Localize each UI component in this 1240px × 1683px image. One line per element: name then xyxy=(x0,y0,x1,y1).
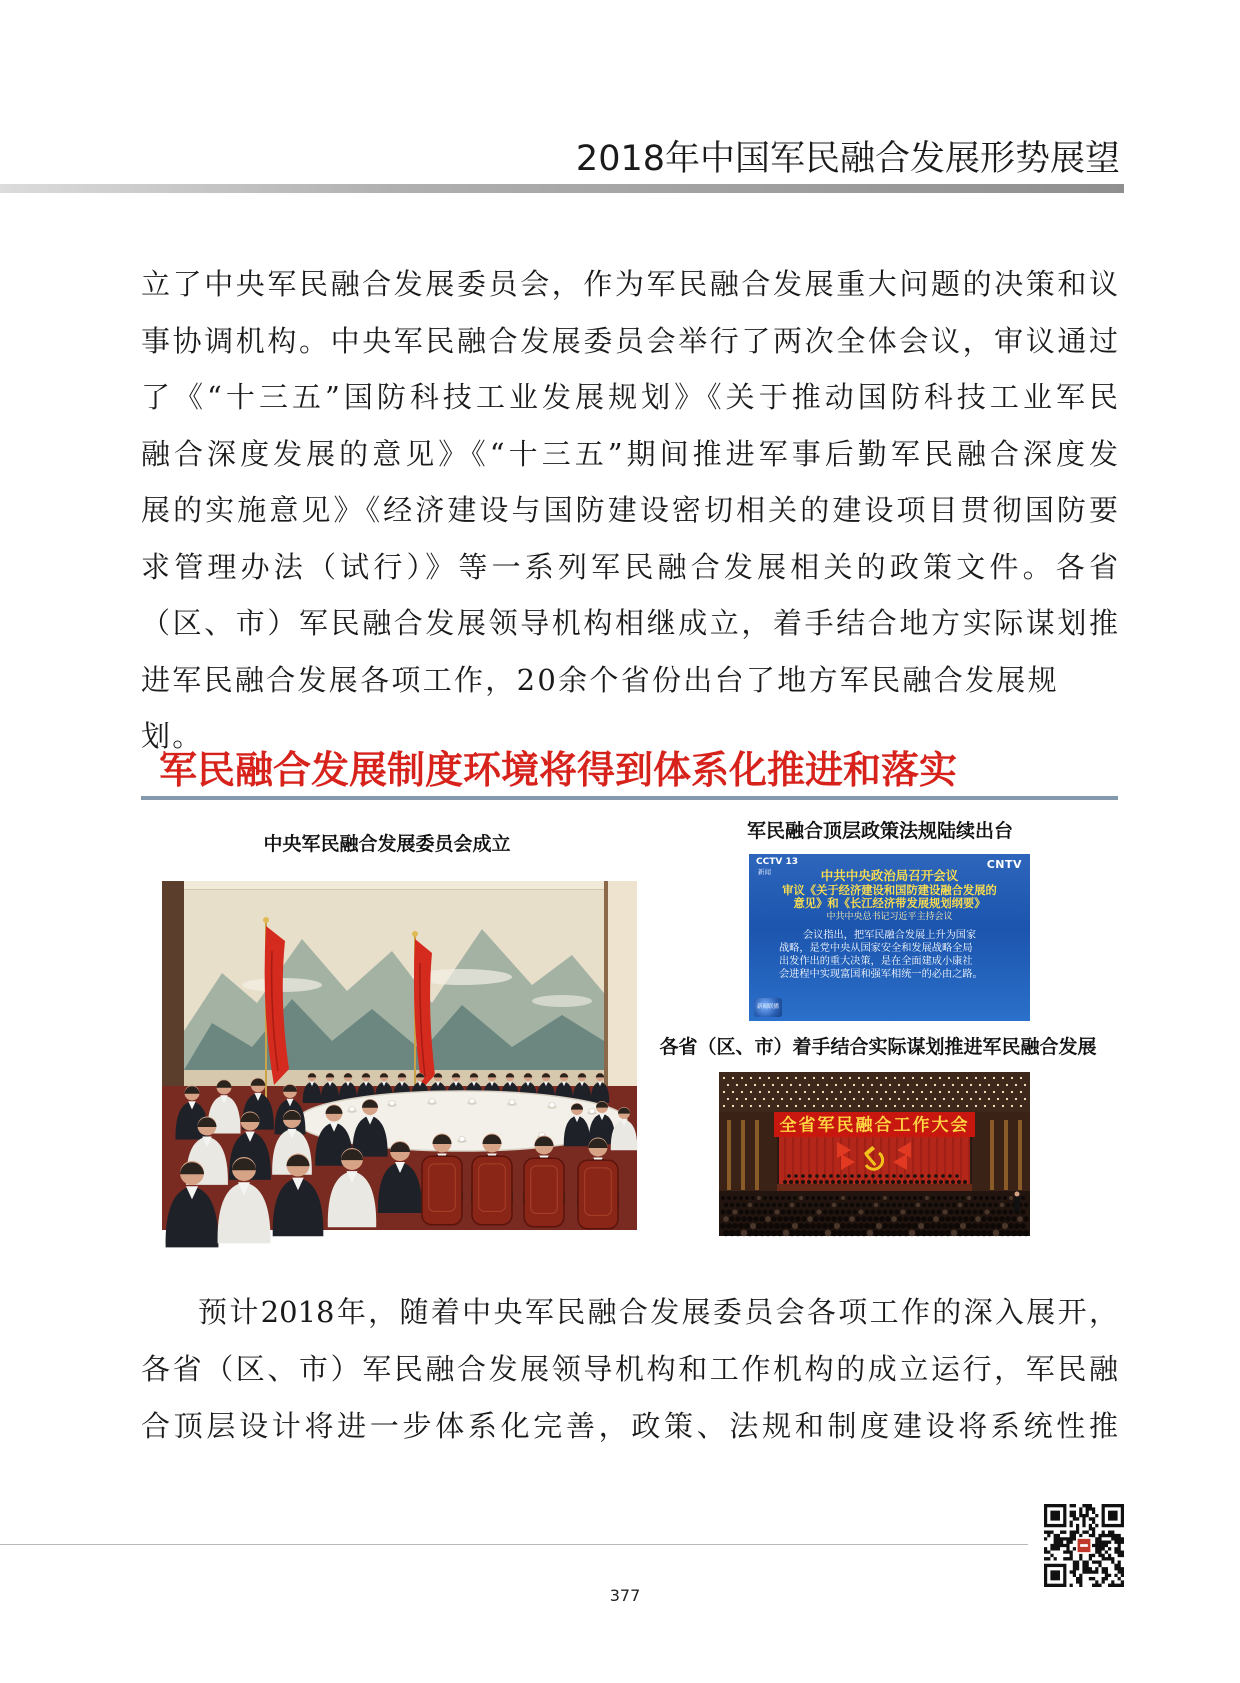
flag-pole-finial xyxy=(263,917,269,923)
body-paragraph-1 xyxy=(141,256,1118,753)
figure-caption-provinces: 各省（区、市）着手结合实际谋划推进军民融合发展 xyxy=(659,1036,1097,1058)
teacup xyxy=(469,1099,475,1104)
qr-logo-stripe xyxy=(1080,1544,1088,1547)
page-number: 377 xyxy=(609,1586,641,1605)
teacup xyxy=(429,1099,435,1104)
right-wall-trim xyxy=(604,881,608,1111)
xinwen-lianbo-logo: 新闻联播 xyxy=(754,998,782,1017)
cntv-logo: CNTV xyxy=(986,858,1022,871)
presidium-table xyxy=(777,1184,972,1191)
paragraph-line: 预计2018年，随着中央军民融合发展委员会各项工作的深入展开， xyxy=(198,1295,1118,1329)
cctv-channel-label: 新闻 xyxy=(758,868,771,876)
wall-light-strip xyxy=(1004,1120,1008,1190)
paragraph-line: 融合深度发展的意见》《“十三五”期间推进军事后勤军民融合深度发 xyxy=(141,436,1118,471)
qr-finder-pattern xyxy=(1044,1564,1066,1587)
hall-ceiling xyxy=(719,1072,1030,1112)
running-header-title: 2018年中国军民融合发展形势展望 xyxy=(575,139,1120,179)
paragraph-line: 立了中央军民融合发展委员会，作为军民融合发展重大问题的决策和议 xyxy=(141,267,1118,301)
qr-code xyxy=(1044,1504,1124,1587)
figure-caption-committee: 中央军民融合发展委员会成立 xyxy=(263,833,511,855)
qr-finder-core xyxy=(1108,1511,1118,1521)
teacup xyxy=(509,1100,515,1105)
section-heading: 军民融合发展制度环境将得到体系化推进和落实 xyxy=(159,748,958,792)
tv-body-line: 会进程中实现富国和强军相统一的必由之路。 xyxy=(779,969,983,980)
teacup xyxy=(459,1137,465,1142)
qr-finder-core xyxy=(1050,1570,1060,1580)
teacup xyxy=(349,1107,355,1112)
chair-back xyxy=(578,1160,618,1228)
staff-head xyxy=(1015,1192,1020,1197)
section-heading-rule xyxy=(141,796,1118,800)
tv-body-line: 会议指出，把军民融合发展上升为国家 xyxy=(803,930,977,941)
paragraph-line: 合顶层设计将进一步体系化完善，政策、法规和制度建设将系统性推 xyxy=(141,1409,1118,1443)
wall-light-strip xyxy=(1018,1120,1022,1190)
body-paragraph-2 xyxy=(141,1284,1118,1455)
landscape-painting xyxy=(184,890,604,1070)
staff-body xyxy=(1014,1197,1020,1211)
flag-pole-finial xyxy=(412,931,418,937)
teacup xyxy=(549,1103,555,1108)
wall-light-strip xyxy=(755,1120,759,1190)
qr-finder-pattern xyxy=(1044,1504,1066,1527)
tv-headline-line: 中共中央政治局召开会议 xyxy=(820,868,959,883)
right-wall xyxy=(604,881,637,1111)
footer-rule xyxy=(0,1544,1028,1545)
tv-subheadline: 中共中央总书记习近平主持会议 xyxy=(826,912,953,922)
conference-banner-text: 全省军民融合工作大会 xyxy=(779,1115,970,1136)
tv-headline-line: 意见》和《长江经济带发展规划纲要》 xyxy=(793,897,986,910)
header-rule xyxy=(0,184,1124,193)
chair-back xyxy=(422,1156,462,1224)
tv-headline-line: 审议《关于经济建设和国防建设融合发展的 xyxy=(782,884,997,897)
chair-back xyxy=(472,1156,512,1224)
teacup xyxy=(389,1101,395,1106)
cctv-logo: CCTV 13 xyxy=(756,857,798,867)
qr-finder-pattern xyxy=(1102,1504,1124,1527)
tv-body-line: 战略，是党中央从国家安全和发展战略全局 xyxy=(779,943,973,954)
paragraph-line: 事协调机构。中央军民融合发展委员会举行了两次全体会议，审议通过 xyxy=(141,323,1118,358)
painting-mist xyxy=(532,995,592,1007)
tv-body-line: 出发作出的重大决策，是在全面建成小康社 xyxy=(779,956,973,967)
tv-news-still xyxy=(749,854,1030,1021)
provincial-conference-photo xyxy=(719,1072,1030,1236)
qr-center-logo xyxy=(1076,1537,1092,1554)
paragraph-line: 各省（区、市）军民融合发展领导机构和工作机构的成立运行，军民融 xyxy=(141,1352,1118,1386)
paragraph-line: 求管理办法（试行）》等一系列军民融合发展相关的政策文件。各省 xyxy=(141,549,1118,584)
figure-caption-policy: 军民融合顶层政策法规陆续出台 xyxy=(746,820,1013,842)
standing-staff-member xyxy=(1014,1192,1020,1212)
paragraph-line: 进军民融合发展各项工作，20余个省份出台了地方军民融合发展规划。 xyxy=(141,662,1059,753)
paragraph-line: （区、市）军民融合发展领导机构相继成立，着手结合地方实际谋划推 xyxy=(141,606,1118,640)
wall-light-strip xyxy=(990,1120,994,1190)
chair-back xyxy=(524,1158,564,1226)
meeting-room-ceiling xyxy=(162,881,637,889)
paragraph-line: 了《“十三五”国防科技工业发展规划》《关于推动国防科技工业军民 xyxy=(141,380,1118,414)
teacup xyxy=(589,1109,595,1114)
qr-finder-core xyxy=(1050,1511,1060,1521)
paragraph-line: 展的实施意见》《经济建设与国防建设密切相关的建设项目贯彻国防要 xyxy=(141,493,1118,527)
committee-meeting-photo xyxy=(162,881,637,1230)
wall-light-strip xyxy=(741,1120,745,1190)
wall-light-strip xyxy=(727,1120,731,1190)
